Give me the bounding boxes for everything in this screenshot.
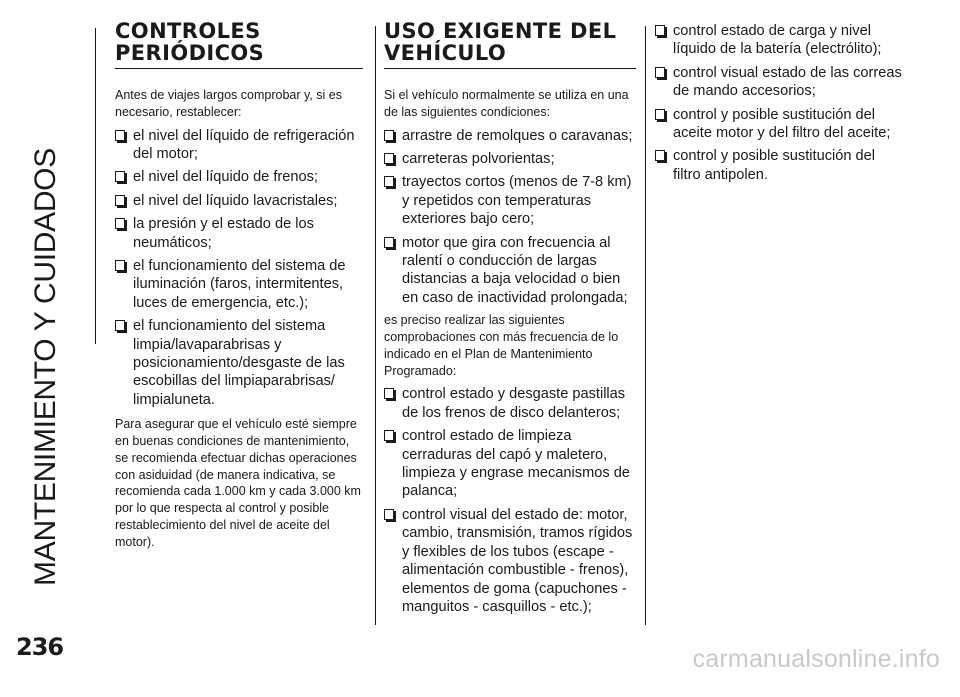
checkbox-icon [655, 150, 665, 161]
list-item-text: control visual del estado de: motor, cambio, transmisión, tramos rígidos y flexibles de los tubos (escape - alimentación combustible - frenos), elementos de goma (capuchones - manguitos - casquillos - etc.); [402, 506, 633, 615]
list-item [115, 257, 363, 312]
checkbox-icon [384, 130, 394, 141]
list-item-text: el nivel del líquido de refrigeración del motor; [133, 127, 355, 162]
heading-demanding-use: USO EXIGENTE DEL VEHÍCULO [384, 20, 636, 69]
list-item [655, 64, 905, 101]
list-item-text: motor que gira con frecuencia al ralentí o conducción de largas distancias a baja velocidad o bien en caso de inactividad prolongada; [402, 234, 628, 306]
checkbox-icon [115, 171, 125, 182]
checkbox-icon [384, 509, 394, 520]
list-item-text: trayectos cortos (menos de 7-8 km) y repetidos con temperaturas exteriores bajo cero; [402, 174, 632, 228]
list-demanding-conditions [384, 127, 636, 308]
checkbox-icon [115, 260, 125, 271]
list-item-text: control y posible sustitución del filtro antipolen. [673, 148, 875, 183]
list-item [115, 192, 363, 210]
list-item [384, 385, 636, 422]
list-item [115, 215, 363, 252]
list-item-text: carreteras polvorientas; [402, 151, 555, 167]
list-item [384, 234, 636, 308]
list-item-text: control estado de carga y nivel líquido de la batería (electrólito); [673, 23, 882, 58]
list-item [115, 317, 363, 409]
list-item-text: control estado y desgaste pastillas de los frenos de disco delanteros; [402, 386, 626, 421]
checkbox-icon [115, 195, 125, 206]
list-item [384, 127, 636, 145]
checkbox-icon [384, 176, 394, 187]
heading-periodic-checks: CONTROLES PERIÓDICOS [115, 20, 363, 69]
list-item [384, 173, 636, 228]
list-item-text: el nivel del líquido lavacristales; [133, 192, 338, 209]
list-item [384, 506, 636, 616]
list-item [655, 106, 905, 143]
list-item-text: control y posible sustitución del aceite motor y del filtro del aceite; [673, 106, 891, 142]
intro-periodic-checks: Antes de viajes largos comprobar y, si es necesario, restablecer: [115, 88, 342, 119]
list-item-text: la presión y el estado de los neumáticos; [133, 216, 314, 251]
column-periodic-checks [115, 20, 363, 551]
column-demanding-use [384, 20, 636, 621]
intro-demanding-use: Si el vehículo normalmente se utiliza en una de las siguientes condiciones: [384, 88, 629, 119]
list-demanding-checks [384, 385, 636, 616]
checkbox-icon [384, 237, 394, 248]
list-item [115, 127, 363, 164]
list-item [384, 150, 636, 168]
list-item-text: arrastre de remolques o caravanas; [402, 127, 633, 144]
list-item-text: el nivel del líquido de frenos; [133, 169, 318, 186]
watermark: carmanualsonline.info [692, 645, 940, 673]
middle-demanding-use: es preciso realizar las siguientes comprobaciones con más frecuencia de lo indicado en el Plan de Mantenimiento Programado: [384, 313, 619, 378]
checkbox-icon [384, 430, 394, 441]
list-periodic-checks [115, 127, 363, 410]
note-periodic-checks: Para asegurar que el vehículo esté siempre en buenas condiciones de mantenimiento, se recomienda efectuar dichas operaciones con asiduidad (de manera indicativa, se recomienda cada 1.000 km y cada 3.000 km por lo que respecta al control y posible restablecimiento del nivel de aceite del motor). [115, 417, 361, 549]
checkbox-icon [655, 67, 665, 78]
list-item-text: el funcionamiento del sistema de iluminación (faros, intermitentes, luces de emergencia, etc.); [133, 258, 346, 311]
column-divider-2 [645, 26, 646, 625]
checkbox-icon [384, 388, 394, 399]
list-item [655, 22, 905, 59]
list-item [655, 147, 905, 184]
page-number: 236 [16, 633, 64, 661]
checkbox-icon [115, 218, 125, 229]
list-item-text: control estado de limpieza cerraduras del capó y maletero, limpieza y engrase mecanismos de palanca; [402, 428, 630, 500]
checkbox-icon [115, 320, 125, 331]
section-rule [95, 28, 96, 344]
list-item [115, 168, 363, 186]
list-item [384, 427, 636, 501]
list-continued-checks [655, 22, 905, 184]
column-continued-checks [655, 22, 905, 189]
list-item-text: el funcionamiento del sistema limpia/lavaparabrisas y posicionamiento/desgaste de las escobillas del limpiaparabrisas/ limpialuneta. [133, 318, 345, 408]
checkbox-icon [115, 130, 125, 141]
column-divider-1 [375, 26, 376, 625]
checkbox-icon [655, 25, 665, 36]
checkbox-icon [655, 109, 665, 120]
checkbox-icon [384, 153, 394, 164]
section-title: MANTENIMIENTO Y CUIDADOS [29, 148, 62, 586]
list-item-text: control visual estado de las correas de mando accesorios; [673, 64, 902, 100]
